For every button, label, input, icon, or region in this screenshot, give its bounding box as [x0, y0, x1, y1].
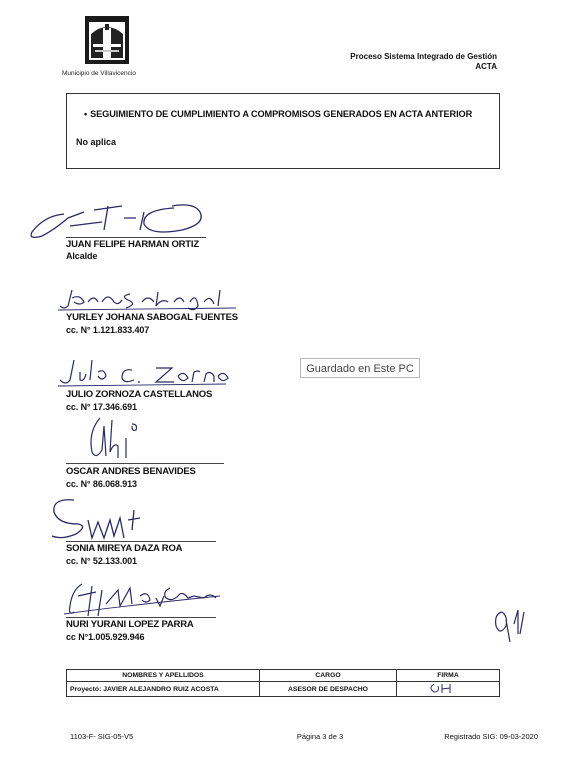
signature-line: [66, 463, 224, 464]
projector-signature-cell: [397, 682, 500, 697]
signatory-id: cc N°1.005.929.946: [66, 632, 145, 642]
bullet-icon: •: [84, 109, 88, 119]
projector-role: ASESOR DE DESPACHO: [260, 682, 397, 697]
signature-6: [62, 576, 222, 620]
page-number: Página 3 de 3: [296, 732, 344, 741]
projector-name: Proyectó: JAVIER ALEJANDRO RUIZ ACOSTA: [67, 682, 260, 697]
signatory-name: YURLEY JOHANA SABOGAL FUENTES: [66, 312, 238, 323]
document-header: [350, 52, 497, 72]
signatory-name: SONIA MIREYA DAZA ROA: [66, 543, 183, 554]
municipality-name: Municipio de Villavicencio: [62, 70, 136, 77]
signatory-id: cc. N° 86.068.913: [66, 479, 137, 489]
signatory-id: cc. N° 1.121.833.407: [66, 325, 150, 335]
signature-line: [66, 541, 216, 542]
header-role: CARGO: [260, 670, 397, 682]
header-signature: FIRMA: [397, 670, 500, 682]
saved-location-tooltip: Guardado en Este PC: [300, 358, 420, 378]
section-title-text: SEGUIMIENTO DE CUMPLIMIENTO A COMPROMISOS GENERADOS EN ACTA ANTERIOR: [90, 109, 473, 119]
signatory-title: Alcalde: [66, 251, 98, 261]
signatory-name: NURI YURANI LOPEZ PARRA: [66, 619, 194, 630]
section-box: [66, 93, 500, 169]
signature-4: [86, 412, 146, 464]
signatory-name: OSCAR ANDRES BENAVIDES: [66, 466, 196, 477]
signatory-name: JUAN FELIPE HARMAN ORTIZ: [66, 239, 199, 250]
signature-3: [58, 356, 238, 390]
table-row: [67, 682, 500, 697]
table-header-row: [67, 670, 500, 682]
form-code: 1103-F- SIG-05-V5: [70, 732, 134, 741]
signatory-id: cc. N° 52.133.001: [66, 556, 137, 566]
projector-signature: [428, 682, 468, 694]
signatory-id: cc. N° 17.346.691: [66, 402, 137, 412]
signature-5: [48, 490, 160, 548]
section-content: No aplica: [76, 137, 117, 147]
process-title: Proceso Sistema Integrado de Gestión: [350, 52, 497, 61]
document-type: ACTA: [475, 62, 497, 71]
header-names: NOMBRES Y APELLIDOS: [67, 670, 260, 682]
signature-2: [58, 284, 238, 314]
signature-line: [66, 617, 216, 618]
registration-date: Registrado SIG: 09-03-2020: [444, 732, 538, 741]
signature-line: [66, 237, 206, 238]
initials-mark: [492, 604, 536, 644]
section-title: [84, 109, 472, 119]
signatory-name: JULIO ZORNOZA CASTELLANOS: [66, 389, 213, 400]
project-table: [66, 669, 500, 697]
municipality-seal-icon: [83, 14, 131, 66]
